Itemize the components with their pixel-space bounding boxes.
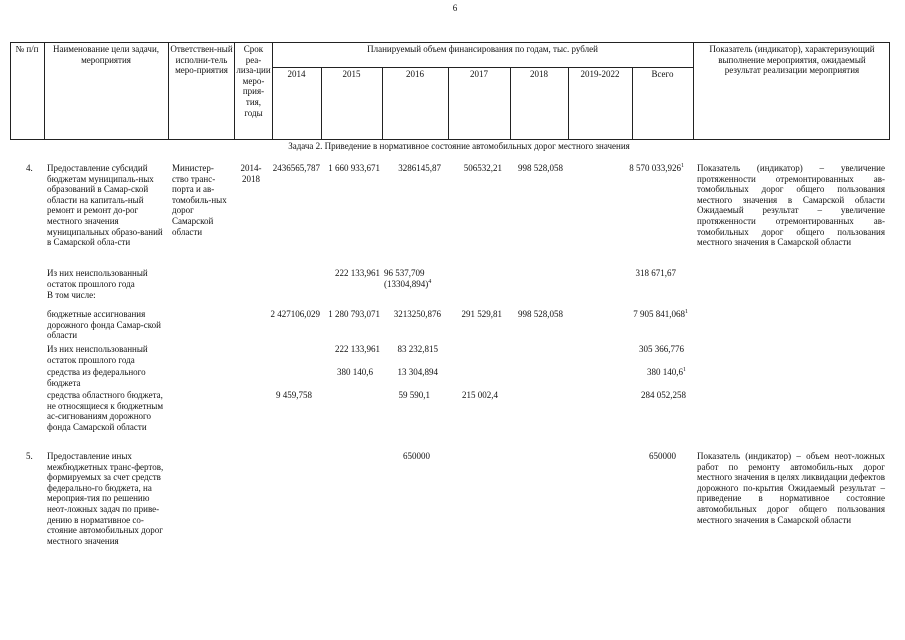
cell-2015: 380 140,6 [337, 367, 373, 377]
cell-2014: 2 427106,029 [270, 309, 320, 319]
row-name: В том числе: [47, 290, 96, 300]
cell-total: 284 052,258 [641, 390, 686, 400]
header-indicator: Показатель (индикатор), характеризующий выполнение мероприятия, ожидаемый результат реализации мероприятия [709, 44, 875, 76]
row-indicator: Показатель (индикатор) – увеличение протяженности отремонтированных ав-томобильных дорог общего пользования местного значения в Самарской области Ожидаемый результат – увеличение протяженности отремонтированных ав-томобильных дорог общего пользования местного значения в Самарской области [697, 163, 885, 248]
row-responsible: Министер-ство транс-порта и ав-томобиль-ных дорог Самарской области [172, 163, 227, 237]
cell-2016-note-value: (13304,894) [384, 278, 429, 289]
row-number: 4. [26, 163, 33, 173]
cell-2015: 1 280 793,071 [328, 309, 380, 319]
header-year-2017: 2017 [470, 69, 488, 79]
cell-2018: 998 528,058 [518, 309, 563, 319]
row-name: Из них неиспользованный остаток прошлого года [47, 344, 148, 365]
header-year-2018: 2018 [530, 69, 548, 79]
footnote-mark: 1 [681, 163, 684, 169]
cell-2016: 3286145,87 [398, 163, 441, 173]
cell-2017: 215 002,4 [462, 390, 498, 400]
cell-total-value: 380 140,6 [647, 367, 683, 377]
cell-total: 650000 [649, 451, 676, 461]
cell-2015: 1 660 933,671 [328, 163, 380, 173]
row-number: 5. [26, 451, 33, 461]
cell-2016: 650000 [403, 451, 430, 461]
cell-total-value: 8 570 033,926 [629, 163, 681, 173]
cell-total [610, 163, 684, 174]
cell-2016-value: 96 537,709 [384, 268, 425, 278]
cell-total [610, 367, 686, 378]
footnote-mark: 1 [685, 309, 688, 315]
cell-2018: 998 528,058 [518, 163, 563, 173]
header-year-2015: 2015 [342, 69, 361, 79]
header-finance: Планируемый объем финансирования по годам, тыс. рублей [367, 44, 598, 54]
page-number: 6 [452, 3, 458, 13]
cell-2016 [384, 268, 454, 289]
row-indicator: Показатель (индикатор) – объем неот-ложных работ по ремонту автомобиль-ных дорог местного значения в целях ликвидации дефектов дорожного по-крытия Ожидаемый результат – приведение в нормативное состояние автомобильных дорог общего пользования местного значения в Самарской области [697, 451, 885, 525]
header-year-2019-2022: 2019-2022 [580, 69, 620, 79]
row-name: Из них неиспользованный остаток прошлого года [47, 268, 148, 289]
header-year-2016: 2016 [406, 69, 424, 79]
cell-2014: 2436565,787 [272, 163, 320, 173]
cell-2016-note [384, 279, 454, 290]
footnote-mark: 1 [683, 367, 686, 373]
row-name: Предоставление иных межбюджетных транс-фертов, формируемых за счет средств федерально-го бюджета, на мероприя-тия по решению неот-ложных задач по приве-дению в нормативное со-стояние автомобильных дорог местного значения [47, 451, 164, 546]
cell-total [610, 309, 688, 320]
footnote-mark: 4 [428, 278, 432, 285]
cell-2016: 13 304,894 [397, 367, 438, 377]
cell-2017: 506532,21 [463, 163, 502, 173]
header-term: Срок реа-лиза-ции меро-прия-тия, годы [236, 44, 271, 118]
cell-2014: 9 459,758 [276, 390, 312, 400]
cell-2016: 83 232,815 [397, 344, 438, 354]
row-name: Предоставление субсидий бюджетам муниципаль-ных образований в Самар-ской области на капиталь-ный ремонт и ремонт до-рог местного значения муниципальных образо-ваний в Самарской обла-сти [47, 163, 163, 248]
cell-total-value: 7 905 841,068 [633, 309, 685, 319]
cell-2015: 222 133,961 [335, 268, 380, 278]
cell-total: 318 671,67 [635, 268, 676, 278]
header-number: № п/п [15, 44, 39, 54]
row-name: средства из федерального бюджета [47, 367, 146, 388]
cell-2016: 3213250,876 [393, 309, 441, 319]
header-name: Наименование цели задачи, мероприятия [52, 44, 160, 65]
cell-2017: 291 529,81 [461, 309, 502, 319]
header-year-2014: 2014 [287, 69, 306, 79]
cell-2015: 222 133,961 [335, 344, 380, 354]
row-name: средства областного бюджета, не относящиеся к бюджетным ас-сигнованиям дорожного фонда Самарской области [47, 390, 164, 432]
cell-total: 305 366,776 [639, 344, 684, 354]
row-term: 2014-2018 [240, 163, 262, 184]
header-total: Всего [651, 69, 674, 79]
cell-2016: 59 590,1 [398, 390, 430, 400]
header-responsible: Ответствен-ный исполни-тель меро-приятия [170, 44, 233, 76]
row-name: бюджетные ассигнования дорожного фонда Самар-ской области [47, 309, 161, 341]
task-title: Задача 2. Приведение в нормативное состояние автомобильных дорог местного значения [288, 141, 630, 151]
